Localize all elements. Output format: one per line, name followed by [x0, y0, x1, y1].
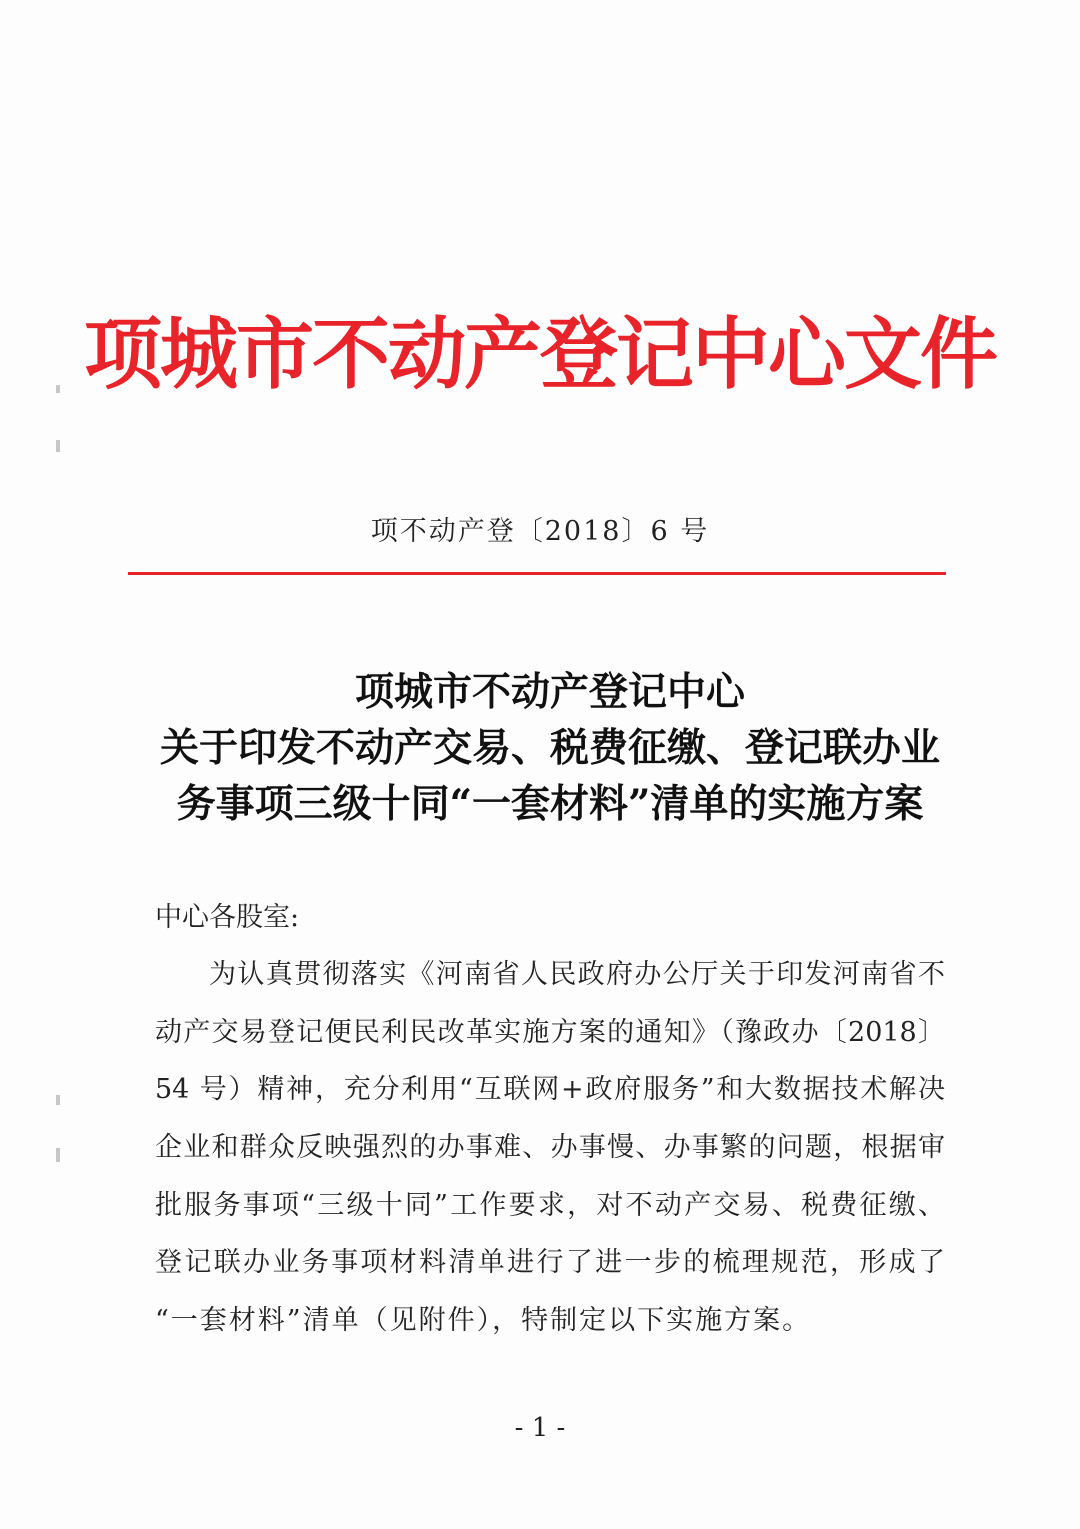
salutation: 中心各股室: [155, 902, 300, 933]
body-line-3: 54 号）精神，充分利用“互联网+政府服务”和大数据技术解决 [155, 1074, 945, 1106]
title-line-2: 关于印发不动产交易、税费征缴、登记联办业 [159, 725, 940, 771]
scan-edge-mark [56, 440, 60, 452]
title-line-1: 项城市不动产登记中心 [354, 669, 745, 715]
body-line-4: 企业和群众反映强烈的办事难、办事慢、办事繁的问题，根据审 [155, 1132, 945, 1164]
body-line-5: 批服务事项“三级十同”工作要求，对不动产交易、税费征缴、 [155, 1189, 945, 1221]
red-divider-line [128, 572, 946, 575]
document-title [140, 664, 960, 832]
body-line-2: 动产交易登记便民利民改革实施方案的通知》（豫政办〔2018〕 [155, 1016, 945, 1048]
document-number: 项不动产登〔2018〕6 号 [370, 516, 710, 547]
body-line-7: “一套材料”清单（见附件），特制定以下实施方案。 [155, 1305, 812, 1337]
scan-edge-mark [56, 385, 60, 393]
body-paragraph [155, 955, 945, 1359]
body-line-6: 登记联办业务事项材料清单进行了进一步的梳理规范，形成了 [155, 1247, 945, 1279]
title-line-3: 务事项三级十同“一套材料”清单的实施方案 [176, 781, 924, 827]
page-number: - 1 - [514, 1413, 566, 1443]
scan-edge-mark [56, 1095, 60, 1105]
scan-edge-mark [56, 1148, 60, 1162]
body-line-1: 为认真贯彻落实《河南省人民政府办公厅关于印发河南省不 [209, 959, 945, 990]
issuer-header-title: 项城市不动产登记中心文件 [83, 309, 996, 400]
